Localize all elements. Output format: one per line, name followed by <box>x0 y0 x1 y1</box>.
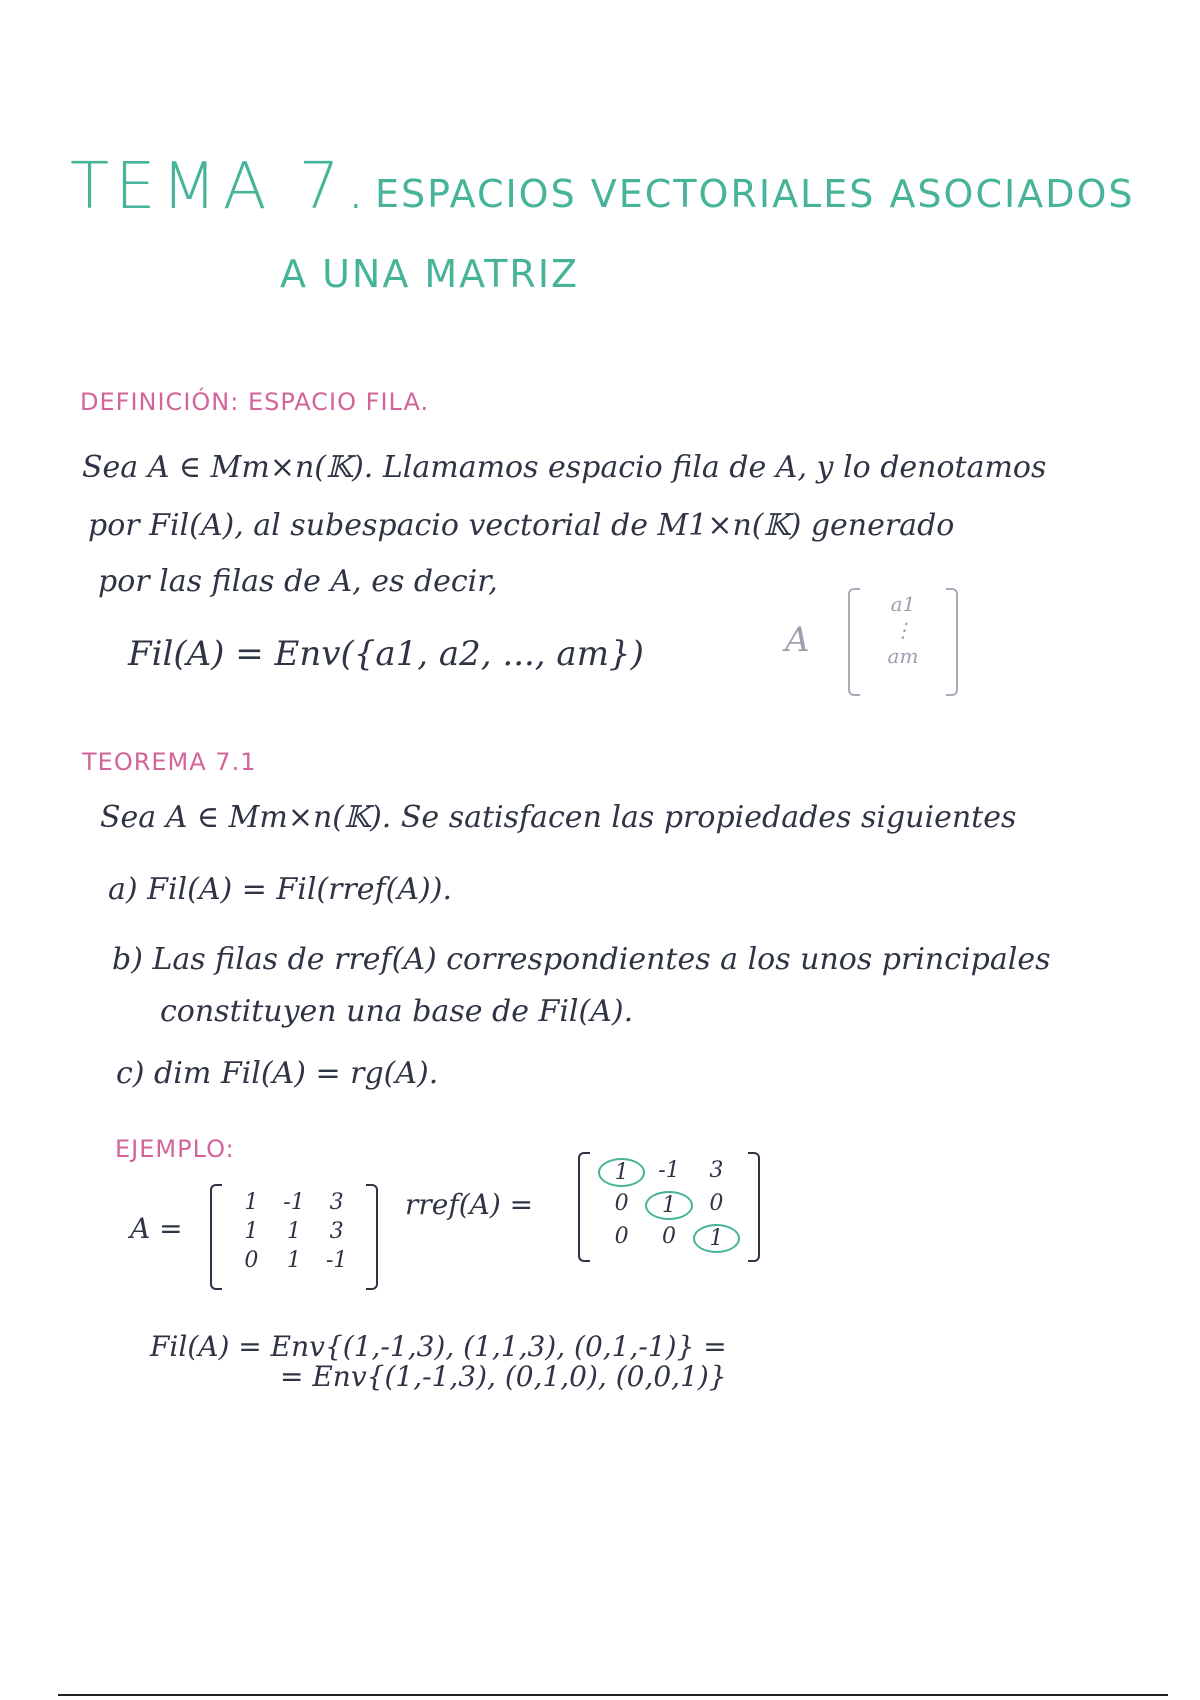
side-vector <box>848 588 958 696</box>
matrix-a-cell: 0 <box>244 1248 259 1273</box>
matrix-a-cell: 1 <box>244 1190 259 1215</box>
theorem-item-b: b) Las filas de rref(A) correspondientes a los unos principales <box>112 942 1051 977</box>
matrix-a-cell: 1 <box>286 1248 301 1273</box>
theorem-label: TEOREMA 7.1 <box>82 748 257 776</box>
matrix-a-cell: 1 <box>244 1219 259 1244</box>
matrix-a <box>210 1184 378 1290</box>
definition-label: DEFINICIÓN: ESPACIO FILA. <box>80 388 430 416</box>
matrix-rref-cell: 0 <box>709 1191 724 1216</box>
matrix-a-cell: 1 <box>286 1219 301 1244</box>
matrix-a-cell: 3 <box>329 1190 344 1215</box>
bottom-rule <box>58 1694 1168 1696</box>
side-letter: A <box>785 620 810 660</box>
side-vector-last: am <box>887 644 919 668</box>
title-tema: TEMA 7. <box>70 150 372 224</box>
side-vector-first: a1 <box>890 592 916 616</box>
rref-label: rref(A) = <box>405 1188 534 1221</box>
example-label: EJEMPLO: <box>115 1135 235 1163</box>
title-rest: ESPACIOS VECTORIALES ASOCIADOS <box>375 172 1135 216</box>
theorem-item-a: a) Fil(A) = Fil(rref(A)). <box>108 872 452 907</box>
matrix-rref-cell: -1 <box>658 1158 680 1183</box>
matrix-a-cell: -1 <box>283 1190 305 1215</box>
title-line2: A UNA MATRIZ <box>280 252 580 296</box>
matrix-rref-cell: 3 <box>709 1158 724 1183</box>
matrix-rref-pivot: 1 <box>645 1191 692 1220</box>
matrix-rref-pivot: 1 <box>598 1158 645 1187</box>
example-line-1: Fil(A) = Env{(1,-1,3), (1,1,3), (0,1,-1)} = <box>150 1330 727 1363</box>
definition-line-1: Sea A ∈ Mm×n(𝕂). Llamamos espacio fila de A, y lo denotamos <box>82 450 1047 485</box>
matrix-rref-cell: 0 <box>661 1224 676 1249</box>
matrix-a-cell: -1 <box>325 1248 348 1273</box>
matrix-a-cell: 3 <box>329 1219 344 1244</box>
example-line-2: = Env{(1,-1,3), (0,1,0), (0,0,1)} <box>280 1360 727 1393</box>
matrix-rref-pivot: 1 <box>693 1224 740 1253</box>
matrix-a-label: A = <box>130 1212 183 1245</box>
definition-line-3: por las filas de A, es decir, <box>98 564 498 599</box>
side-vector-dots: ⋮ <box>893 618 913 642</box>
matrix-rref-cell: 0 <box>614 1191 629 1216</box>
definition-line-2: por Fil(A), al subespacio vectorial de M1×n(𝕂) generado <box>88 508 955 543</box>
theorem-intro: Sea A ∈ Mm×n(𝕂). Se satisfacen las propiedades siguientes <box>100 800 1017 835</box>
theorem-item-c: c) dim Fil(A) = rg(A). <box>116 1056 439 1091</box>
matrix-rref <box>578 1152 760 1262</box>
definition-formula: Fil(A) = Env({a1, a2, ..., am}) <box>128 634 644 674</box>
matrix-rref-cell: 0 <box>614 1224 629 1249</box>
theorem-item-b-cont: constituyen una base de Fil(A). <box>160 994 634 1029</box>
